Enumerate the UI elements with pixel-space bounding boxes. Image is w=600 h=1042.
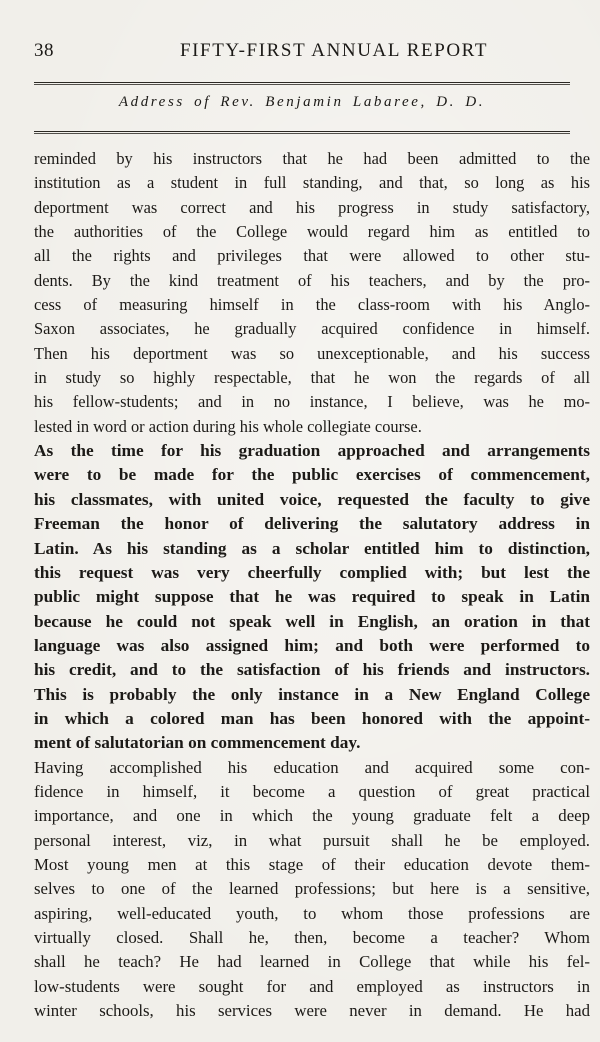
header-rule-bottom-double	[34, 133, 570, 134]
paragraph-1	[34, 147, 590, 439]
text-line: winter schools, his services were never in demand. He had	[34, 1001, 590, 1021]
text-line: in study so highly respectable, that he won the regards of all	[34, 368, 590, 388]
text-line: Saxon associates, he gradually acquired confidence in himself.	[34, 319, 590, 339]
text-line: his classmates, with united voice, requested the faculty to give	[34, 489, 590, 509]
text-line: fidence in himself, it become a question of great practical	[34, 781, 590, 801]
header-rule-top	[34, 82, 570, 83]
page-number: 38	[34, 40, 54, 61]
text-line: all the rights and privileges that were allowed to other stu-	[34, 246, 590, 266]
header-rule-top-double	[34, 84, 570, 85]
text-line: public might suppose that he was required to speak in Latin	[34, 587, 590, 607]
text-line: institution as a student in full standing, and that, so long as his	[34, 173, 590, 193]
text-line: cess of measuring himself in the class-room with his Anglo-	[34, 295, 590, 315]
text-line: lested in word or action during his whole collegiate course.	[34, 416, 422, 436]
text-line: shall he teach? He had learned in College that while his fel-	[34, 952, 590, 972]
paragraph-3	[34, 756, 590, 1024]
running-head	[34, 40, 570, 68]
text-line: because he could not speak well in English, an oration in that	[34, 611, 590, 631]
text-line: his fellow-students; and in no instance, I believe, was he mo-	[34, 392, 590, 412]
text-line: As the time for his graduation approached and arrangements	[34, 441, 590, 461]
text-line: language was also assigned him; and both were performed to	[34, 635, 590, 655]
header-rule-bottom	[34, 131, 570, 132]
text-line: the authorities of the College would regard him as entitled to	[34, 222, 590, 242]
text-line: in which a colored man has been honored with the appoint-	[34, 708, 590, 728]
text-line: Having accomplished his education and acquired some con-	[34, 757, 590, 777]
address-subtitle: Address of Rev. Benjamin Labaree, D. D.	[118, 94, 486, 110]
text-line: dents. By the kind treatment of his teachers, and by the pro-	[34, 270, 590, 290]
text-line: Most young men at this stage of their education devote them-	[34, 854, 590, 874]
text-line: Latin. As his standing as a scholar entitled him to distinction,	[34, 538, 590, 558]
text-line: personal interest, viz, in what pursuit shall he be employed.	[34, 830, 590, 850]
text-line: This is probably the only instance in a New England College	[34, 684, 590, 704]
text-line: this request was very cheerfully complied with; but lest the	[34, 562, 590, 582]
text-line: low-students were sought for and employed as instructors in	[34, 976, 590, 996]
body-text	[34, 147, 590, 1023]
text-line: ment of salutatorian on commencement day.	[34, 733, 361, 753]
text-line: reminded by his instructors that he had been admitted to the	[34, 149, 590, 168]
text-line: Freeman the honor of delivering the salutatory address in	[34, 514, 590, 534]
report-title: FIFTY-FIRST ANNUAL REPORT	[179, 40, 489, 61]
text-line: virtually closed. Shall he, then, become a teacher? Whom	[34, 928, 590, 947]
text-line: importance, and one in which the young graduate felt a deep	[34, 806, 590, 826]
paragraph-2	[34, 439, 590, 755]
text-line: were to be made for the public exercises of commencement,	[34, 465, 590, 485]
text-line: Then his deportment was so unexceptionable, and his success	[34, 343, 590, 363]
text-line: aspiring, well-educated youth, to whom those professions are	[34, 903, 590, 923]
text-line: selves to one of the learned professions; but here is a sensitive,	[34, 879, 590, 899]
text-line: deportment was correct and his progress in study satisfactory,	[34, 197, 590, 217]
text-line: his credit, and to the satisfaction of his friends and instructors.	[34, 660, 590, 680]
